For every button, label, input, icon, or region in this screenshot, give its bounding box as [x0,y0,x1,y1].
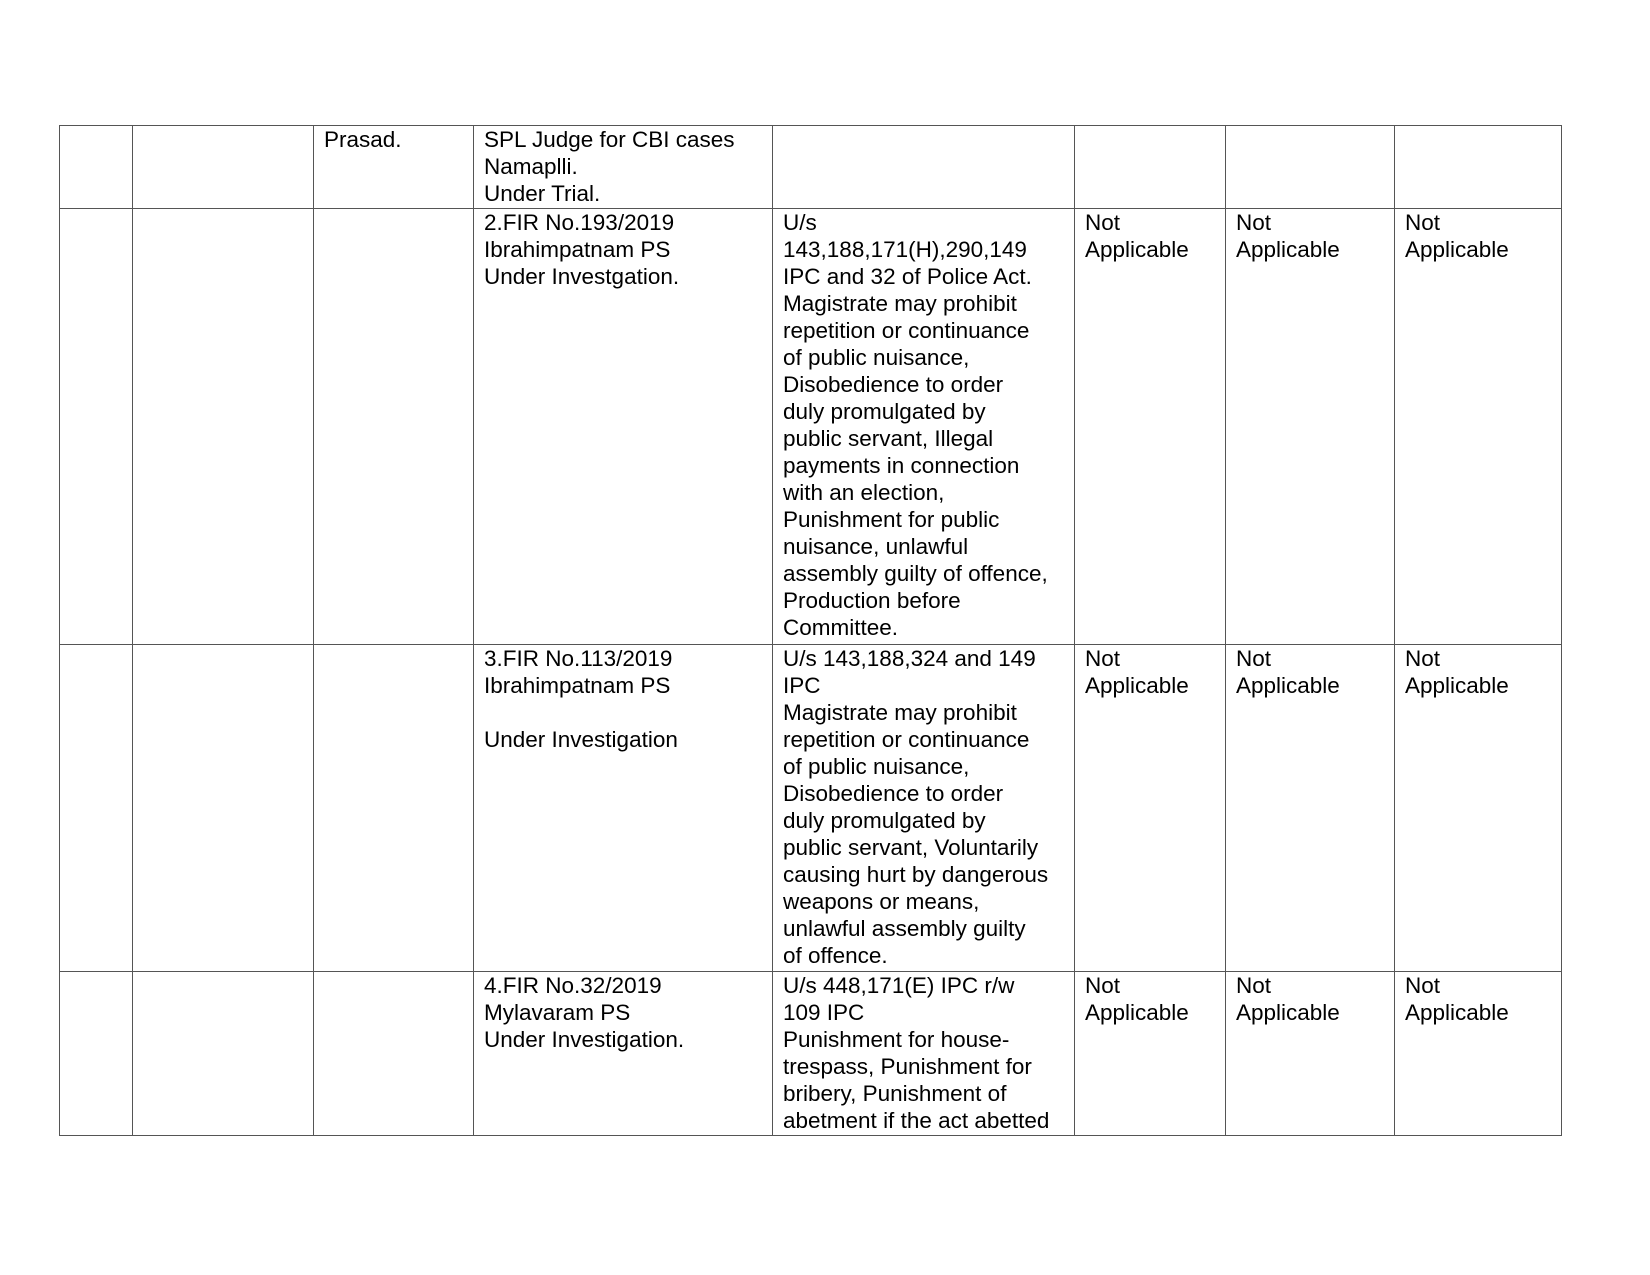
table-cell [773,126,1075,209]
table-cell [60,126,133,209]
table-cell [1395,126,1562,209]
table-cell: U/s 143,188,171(H),290,149 IPC and 32 of Police Act. Magistrate may prohibit repetition or continuance of public nuisance, Disobedience to order duly promulgated by public servant, Illegal payments in connection with an election, Punishment for public nuisance, unlawful assembly guilty of offence, Production before Committee. [773,209,1075,645]
table-row [60,972,1562,1136]
table-cell [314,645,474,972]
table-cell [60,972,133,1136]
table-cell: Not Applicable [1226,972,1395,1136]
table-cell [1226,126,1395,209]
table-cell: Not Applicable [1075,972,1226,1136]
table-cell: 3.FIR No.113/2019 Ibrahimpatnam PS Under Investigation [474,645,773,972]
case-details-table [59,125,1562,1136]
table-cell [60,209,133,645]
table-cell: U/s 143,188,324 and 149 IPC Magistrate may prohibit repetition or continuance of public nuisance, Disobedience to order duly promulgated by public servant, Voluntarily causing hurt by dangerous weapons or means, unlawful assembly guilty of offence. [773,645,1075,972]
table-cell [314,972,474,1136]
table-cell [1075,126,1226,209]
table-cell [133,645,314,972]
table-row [60,209,1562,645]
table-row [60,645,1562,972]
table-cell: 4.FIR No.32/2019 Mylavaram PS Under Investigation. [474,972,773,1136]
table-cell [314,209,474,645]
table-cell: SPL Judge for CBI cases Namaplli. Under Trial. [474,126,773,209]
table-cell: Not Applicable [1075,645,1226,972]
table-cell [133,972,314,1136]
table-cell: Not Applicable [1395,645,1562,972]
table-cell: Not Applicable [1395,972,1562,1136]
table-cell [60,645,133,972]
table-cell [133,126,314,209]
table-cell: Not Applicable [1075,209,1226,645]
table-cell [133,209,314,645]
table-cell: Not Applicable [1226,645,1395,972]
table-row [60,126,1562,209]
table-cell: Prasad. [314,126,474,209]
table-cell: 2.FIR No.193/2019 Ibrahimpatnam PS Under Investgation. [474,209,773,645]
table-cell: U/s 448,171(E) IPC r/w 109 IPC Punishment for house- trespass, Punishment for bribery, Punishment of abetment if the act abetted [773,972,1075,1136]
table-cell: Not Applicable [1226,209,1395,645]
table-cell: Not Applicable [1395,209,1562,645]
